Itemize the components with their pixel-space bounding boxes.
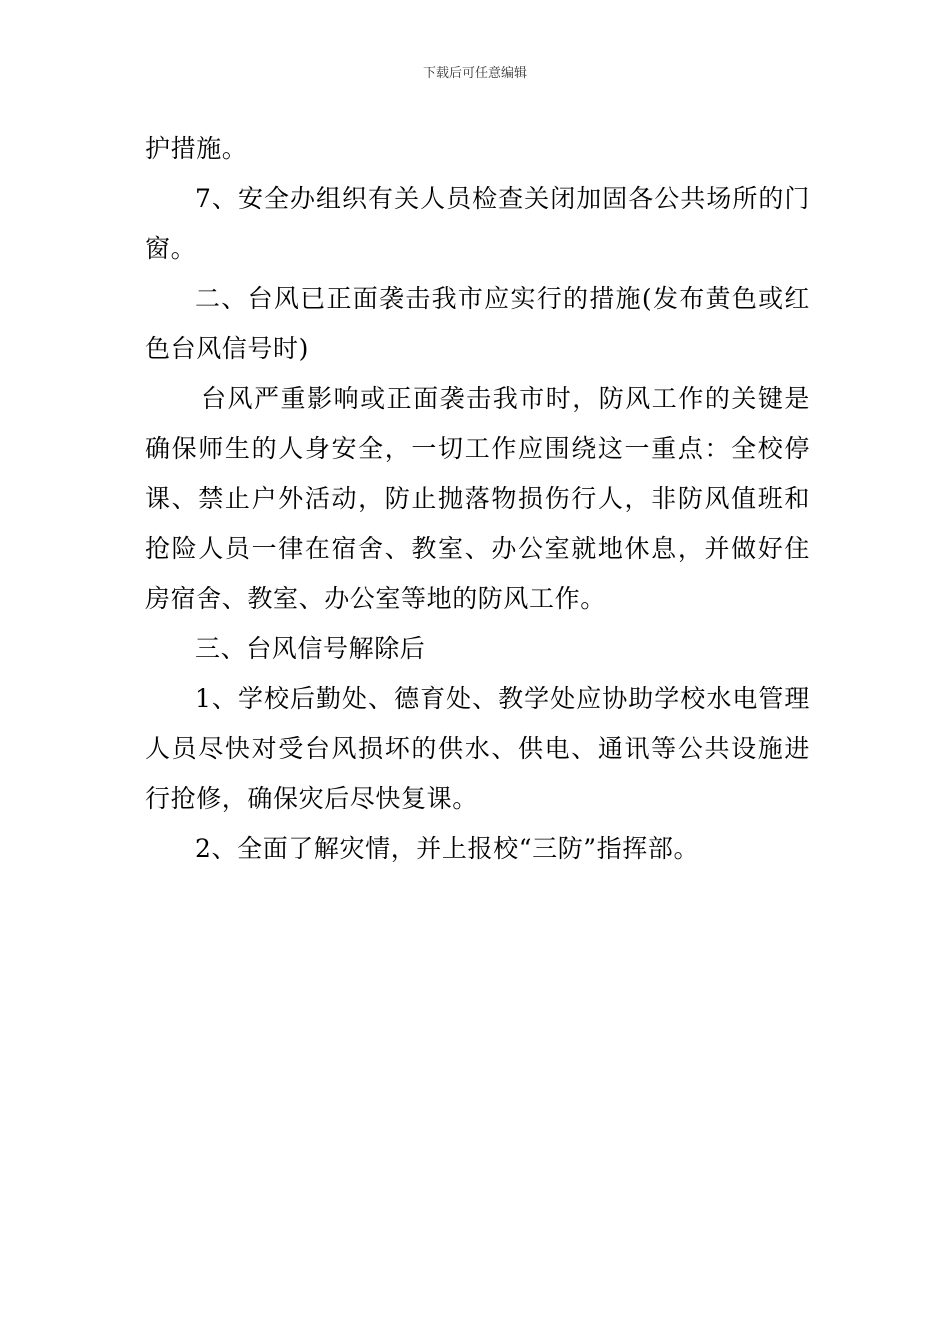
- header-note: 下载后可任意编辑: [422, 66, 527, 81]
- section-heading-3: 三、台风信号解除后: [195, 634, 426, 663]
- paragraph-typhoon-measures: 台风严重影响或正面袭击我市时，防风工作的关键是确保师生的人身安全，一切工作应围绕这一重点：全校停课、禁止户外活动，防止抛落物损伤行人，非防风值班和抢险人员一律在宿舍、教室、办公室就地休息，并做好住房宿舍、教室、办公室等地的防风工作。: [145, 384, 810, 613]
- paragraph-continuation: 护措施。: [145, 134, 248, 163]
- document-body: [145, 124, 810, 874]
- paragraph-item-2: 2、全面了解灾情，并上报校“三防”指挥部。: [195, 834, 700, 863]
- section-heading-2: 二、台风已正面袭击我市应实行的措施(发布黄色或红色台风信号时): [145, 284, 810, 363]
- paragraph-item-7: 7、安全办组织有关人员检查关闭加固各公共场所的门窗。: [145, 184, 810, 263]
- paragraph-item-1: 1、学校后勤处、德育处、教学处应协助学校水电管理人员尽快对受台风损坏的供水、供电、通讯等公共设施进行抢修，确保灾后尽快复课。: [145, 684, 810, 813]
